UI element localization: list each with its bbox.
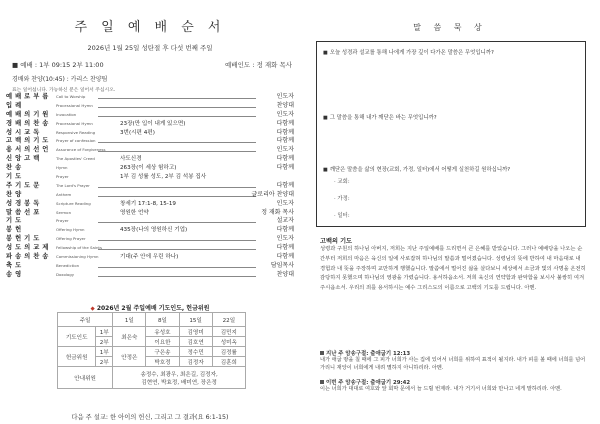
order-item-name: 경 배 의 찬 송 xyxy=(6,119,49,127)
last-week-verse-body: 내가 애굽 땅을 칠 때에 그 피가 너희가 사는 집에 있어서 너희를 위하여 표적이 될지라. 내가 피를 볼 때에 너희를 넘어가리니 재앙이 너희에게 내려 멸하지 아니하리라. 아멘. xyxy=(320,357,586,371)
meditation-page xyxy=(300,0,600,424)
order-item-english: Hymn xyxy=(56,165,68,171)
order-item-leader: 다함께 xyxy=(276,137,294,145)
table-cell: 김훈희 xyxy=(212,357,245,367)
page-title: 주 일 예 배 순 서 xyxy=(74,20,226,35)
order-item-english: Anthem xyxy=(56,191,72,197)
table-header-cell: 1일 xyxy=(113,313,146,327)
order-item-content: 435장(나의 영원하신 기업) xyxy=(120,227,188,234)
order-item-content: 영원한 언약 xyxy=(120,209,149,216)
order-item-name: 주 기 도 문 xyxy=(6,181,40,189)
table-row xyxy=(58,313,246,327)
order-item-english: Responsive Reading xyxy=(56,129,96,135)
order-item-name: 예 배 의 기 원 xyxy=(6,110,49,118)
order-item-name: 기 도 xyxy=(6,173,22,181)
order-item xyxy=(6,191,294,200)
order-item xyxy=(6,129,294,138)
order-item-english: Offering Prayer xyxy=(56,236,86,242)
table-cell: 박호정 xyxy=(146,357,179,367)
table-cell: 1부 xyxy=(96,347,113,357)
order-item xyxy=(6,226,294,235)
table-cell: 김민지 xyxy=(212,327,245,337)
order-item-name: 성 경 봉 독 xyxy=(6,199,40,207)
order-item-english: Call to Worship xyxy=(56,94,86,99)
duty-title-text: 2026년 2월 주일예배 기도인도, 헌금위원 xyxy=(96,305,210,312)
order-item xyxy=(6,155,294,164)
duty-table xyxy=(57,312,246,389)
table-cell: 김영미 xyxy=(179,327,212,337)
order-item-english: Processional Hymn xyxy=(56,102,93,108)
table-row xyxy=(58,367,246,389)
order-item-english: Prayer of confession xyxy=(56,138,96,144)
order-item xyxy=(6,262,294,271)
order-item-name: 찬 양 xyxy=(6,190,22,198)
leader-dots xyxy=(98,187,256,188)
order-item-leader: 다함께 xyxy=(276,164,294,172)
order-item-name: 입 례 xyxy=(6,101,22,109)
table-cell: 기도인도 xyxy=(58,327,96,347)
leader-dots xyxy=(98,249,256,250)
last-week-verse-heading: 지난 주 암송구절: 출애굽기 12:13 xyxy=(320,349,410,357)
square-bullet-icon xyxy=(320,351,324,355)
order-item xyxy=(6,271,294,280)
order-item-name: 송 영 xyxy=(6,270,22,278)
square-bullet-icon: ■ xyxy=(323,50,328,56)
order-item-leader: 다함께 xyxy=(276,181,294,189)
order-item-leader: 다함께 xyxy=(276,128,294,136)
order-item-leader: 찬양대 xyxy=(276,101,294,109)
order-item-leader: 다함께 xyxy=(276,244,294,252)
order-item-english: The Lord's Prayer xyxy=(56,182,90,188)
guide-line: 송정수, 최광우, 최은길, 김정자, xyxy=(140,371,218,378)
order-item-name: 신 앙 고 백 xyxy=(6,155,40,163)
leader-dots xyxy=(98,276,256,277)
order-item-leader: 인도자 xyxy=(276,235,294,243)
order-item-name: 말 씀 선 포 xyxy=(6,208,40,216)
answer-church: · 교회: xyxy=(334,179,350,185)
prayer-heading: 고백의 기도 xyxy=(320,238,353,245)
table-cell: 2부 xyxy=(96,337,113,347)
order-item xyxy=(6,200,294,209)
table-cell: 김정자 xyxy=(179,357,212,367)
order-item-english: Offering Hymn xyxy=(56,227,85,233)
question-3: ■ 깨닫은 말씀을 삶의 현장(교회, 가정, 일터)에서 어떻게 실천하길 원하십니까? xyxy=(323,167,511,173)
order-item-english: Doxology xyxy=(56,271,75,277)
question-2: ■ 그 말씀을 통해 내가 깨닫은 바는 무엇입니까? xyxy=(323,115,437,121)
order-item-content: 3번(시편 4편) xyxy=(120,129,155,136)
order-item xyxy=(6,120,294,129)
next-sermon-line: 다음 주 설교: 한 아이의 헌신, 그리고 그 결과(요 6:1-15) xyxy=(71,414,229,421)
order-of-service xyxy=(6,93,294,280)
meditation-box xyxy=(316,41,586,227)
order-item-name: 봉 헌 기 도 xyxy=(6,235,40,243)
table-cell: 성미옥 xyxy=(212,337,245,347)
table-cell: 정수민 xyxy=(179,347,212,357)
order-item-name: 용 서 의 선 언 xyxy=(6,146,49,154)
leader-dots xyxy=(98,196,256,197)
order-item-content: 창세기 17:1-8, 15-19 xyxy=(120,200,176,207)
order-item xyxy=(6,173,294,182)
answer-home: · 가정: xyxy=(334,196,350,202)
order-item-leader: 글로리아 찬양대 xyxy=(251,190,294,198)
order-item-english: Processional Hymn xyxy=(56,120,93,126)
order-item xyxy=(6,182,294,191)
leader-dots xyxy=(98,222,256,223)
order-item-name: 기 도 xyxy=(6,217,22,225)
order-item-english: Assurance of Forgiveness xyxy=(56,147,106,153)
order-item-content: 23장(만 입이 내게 있으면) xyxy=(120,120,186,127)
table-header-cell: 22일 xyxy=(212,313,245,327)
order-item-leader: 인도자 xyxy=(276,110,294,118)
prayer-body: 성령과 구원의 하나님 아버지, 저희는 지난 주일예배를 드리면서 큰 은혜를 받았습니다. 그러나 예배당을 나오는 순간부터 저희의 마음은 육신의 일에 사로잡혀 하나님의 말씀과 멀어졌습니다. 성령님의 뜻에 반하여 내 마음대로 내 경험과 내 뜻을 주장하며 교만하게 행했습니다. 말씀에서 멀어진 삶을 살다보니 세상에서 소금과 빛의 사명을 온전히 감당하지 못했으며 하나님의 영광을 가렸습니다. 용서하옵소서. 저희 육신의 연약함과 완악함을 보시사 불쌍히 여겨주시옵소서. 우리의 죄를 용서하시는 예수 그리스도의 이름으로 고백의 기도를 드립니다. 아멘. xyxy=(320,246,586,292)
leader-dots xyxy=(98,98,256,99)
table-header-cell: 8일 xyxy=(146,313,179,327)
order-item xyxy=(6,146,294,155)
leader-dots xyxy=(98,240,256,241)
order-item-content: 263장(이 세상 험하고) xyxy=(120,165,177,172)
leader-dots xyxy=(98,116,256,117)
order-item xyxy=(6,253,294,262)
worship-leader: 예배인도 : 정 재화 목사 xyxy=(225,61,292,69)
table-cell: 2부 xyxy=(96,357,113,367)
order-item xyxy=(6,217,294,226)
order-item-name: 찬 송 xyxy=(6,164,22,172)
order-item-name: 축 도 xyxy=(6,261,22,269)
table-cell: 구은송 xyxy=(146,347,179,357)
order-item-english: Invocation xyxy=(56,111,77,117)
order-item xyxy=(6,164,294,173)
order-item-name: 성 도 의 교 제 xyxy=(6,244,49,252)
leader-dots xyxy=(98,151,256,152)
square-bullet-icon: ■ xyxy=(323,115,328,121)
question-1: ■ 오늘 성경과 설교를 통해 나에게 가장 깊이 다가온 말씀은 무엇입니까? xyxy=(323,50,494,56)
order-item-leader: 담임목사 xyxy=(270,261,294,269)
order-item xyxy=(6,93,294,102)
praise-line: 경배와 찬양(10:45) : 카리스 찬양팀 xyxy=(12,76,108,83)
order-item xyxy=(6,102,294,111)
table-header-cell: 주일 xyxy=(58,313,113,327)
order-item-english: Scripture Reading xyxy=(56,200,91,206)
this-week-verse-body: 이는 너희가 대대로 여호와 앞 회막 문에서 늘 드릴 번제라. 내가 거기서 너희와 만나고 네게 말하리라. 아멘. xyxy=(320,386,562,392)
order-item-name: 봉 헌 xyxy=(6,226,22,234)
order-item-leader: 인도자 xyxy=(276,199,294,207)
order-item xyxy=(6,244,294,253)
order-item xyxy=(6,235,294,244)
answer-work: · 일터: xyxy=(334,213,350,219)
square-bullet-icon: ■ xyxy=(323,167,328,173)
table-row xyxy=(58,347,246,357)
table-cell: 안정은 xyxy=(113,347,146,367)
diamond-icon: ◆ xyxy=(90,306,95,312)
worship-times: ■ 예배 : 1부 09:15 2부 11:00 xyxy=(12,61,104,69)
order-item-leader: 다함께 xyxy=(276,155,294,163)
table-cell: 헌금위원 xyxy=(58,347,96,367)
this-week-verse-heading: 이번 주 암송구절: 출애굽기 29:42 xyxy=(320,378,410,386)
order-item-leader: 인도자 xyxy=(276,93,294,100)
order-item-english: Sermon xyxy=(56,209,72,215)
order-item xyxy=(6,137,294,146)
order-item-english: Benediction xyxy=(56,262,80,268)
order-item-english: Commissioning Hymn xyxy=(56,254,99,260)
order-item-content: 사도신경 xyxy=(120,156,142,163)
table-cell: 김호연 xyxy=(179,337,212,347)
order-item-english: Prayer xyxy=(56,218,69,224)
order-item-leader: 정 재화 목사 xyxy=(261,208,294,216)
standing-note: 표는 일어섭니다. 가능하신 분은 일어서 주십시오. xyxy=(12,88,116,93)
date-line: 2026년 1월 25일 성탄절 후 다섯 번째 주일 xyxy=(87,44,213,52)
leader-dots xyxy=(98,267,256,268)
table-cell: 유성호 xyxy=(146,327,179,337)
order-item xyxy=(6,209,294,218)
order-item xyxy=(6,111,294,120)
table-header-cell: 15일 xyxy=(179,313,212,327)
guide-line: 김현연, 박효정, 배미연, 장은정 xyxy=(141,379,217,386)
table-row xyxy=(58,327,246,337)
order-item-english: The Apostles' Creed xyxy=(56,156,95,162)
table-cell: 최은숙 xyxy=(113,327,146,347)
order-item-english: Prayer xyxy=(56,174,69,180)
table-cell: 안내위원 xyxy=(58,367,113,389)
leader-dots xyxy=(98,142,256,143)
order-item-leader: 찬양대 xyxy=(276,270,294,278)
order-item-english: Fellowship of the Saints xyxy=(56,245,102,251)
order-item-leader: 다함께 xyxy=(276,253,294,261)
order-item-content: 기대(주 안에 우린 하나) xyxy=(120,254,179,261)
table-cell xyxy=(113,367,246,389)
leader-dots xyxy=(98,107,256,108)
duty-table-title xyxy=(0,303,300,312)
square-bullet-icon xyxy=(320,380,324,384)
order-item-content: 1부 김 성률 성도, 2부 김 석봉 집사 xyxy=(120,174,207,181)
order-item-name: 고 백 의 기 도 xyxy=(6,137,49,145)
table-cell: 김정률 xyxy=(212,347,245,357)
order-item-name: 파 송 의 찬 송 xyxy=(6,253,49,261)
order-item-name: 예 배 로 부 름 xyxy=(6,93,49,100)
table-cell: 이요한 xyxy=(146,337,179,347)
order-item-leader: 다함께 xyxy=(276,226,294,234)
order-item-leader: 다함께 xyxy=(276,119,294,127)
order-item-leader: 인도자 xyxy=(276,146,294,154)
worship-times-row xyxy=(12,60,292,69)
table-cell: 1부 xyxy=(96,327,113,337)
meditation-title: 말 씀 묵 상 xyxy=(413,23,487,32)
order-item-leader: 설교자 xyxy=(276,217,294,225)
order-item-name: 성 시 교 독 xyxy=(6,128,40,136)
